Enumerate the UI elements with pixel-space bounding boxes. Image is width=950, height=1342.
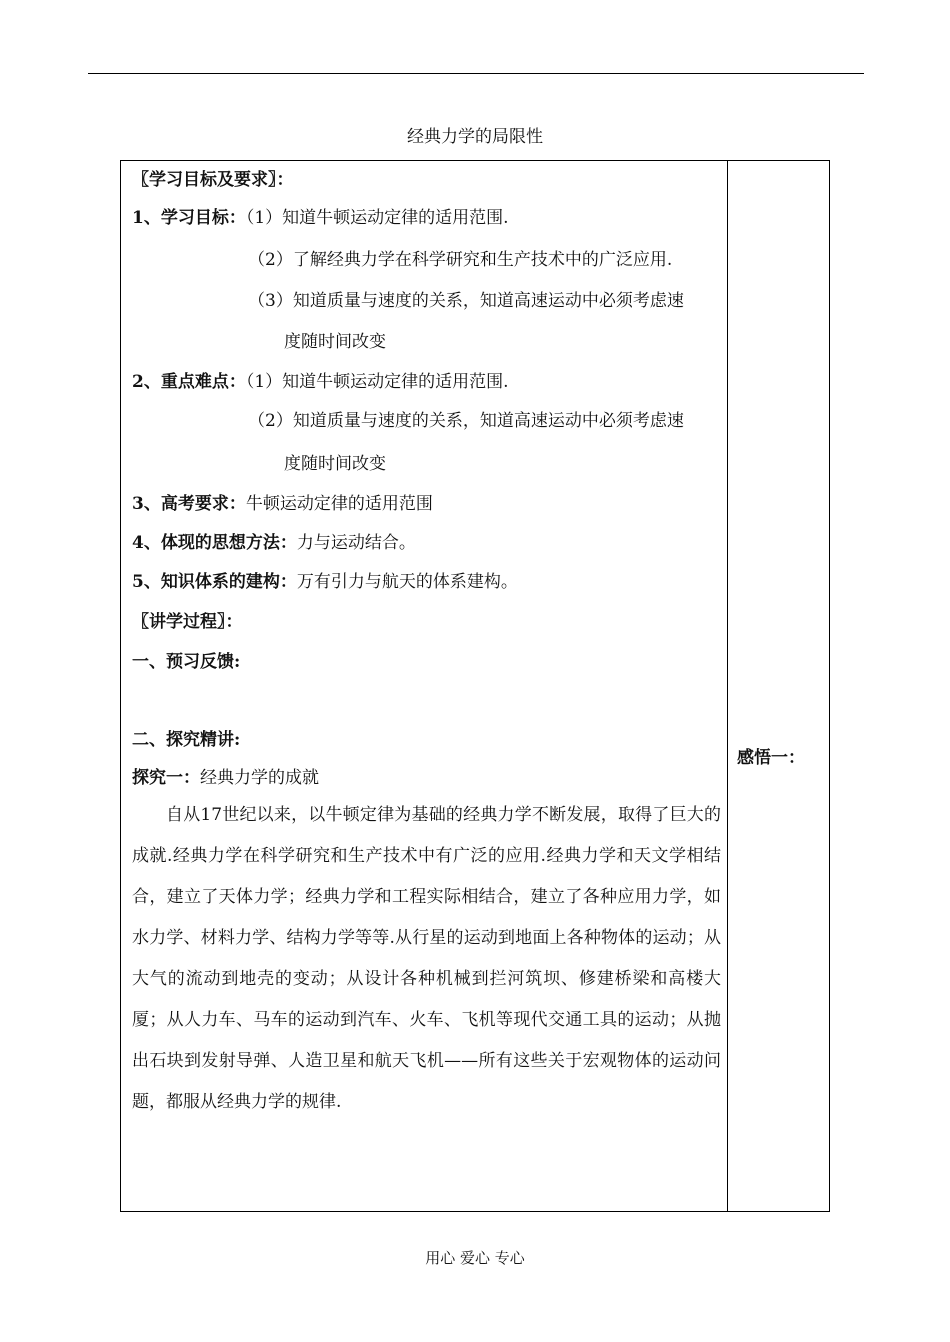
goal-item-4 — [132, 531, 416, 555]
page-title: 经典力学的局限性 — [407, 127, 543, 147]
header-rule — [88, 73, 864, 74]
reflection-label: 感悟一： — [737, 748, 805, 768]
lesson-table — [120, 160, 830, 1212]
goal-item-1-b: （2）了解经典力学在科学研究和生产技术中的广泛应用. — [248, 250, 673, 270]
explore-1-title: 经典力学的成就 — [200, 768, 319, 788]
goal-item-2-b2: 度随时间改变 — [284, 454, 386, 474]
explore-1 — [132, 766, 319, 790]
goal-item-3-label: 3、高考要求： — [132, 494, 246, 514]
goal-item-4-text: 力与运动结合。 — [296, 533, 416, 553]
goal-item-5-label: 5、知识体系的建构： — [132, 572, 297, 592]
page-footer: 用心 爱心 专心 — [425, 1249, 525, 1267]
section-preview-feedback: 一、预习反馈: — [132, 652, 241, 672]
goal-item-1-label: 1、学习目标： — [132, 208, 246, 228]
goal-item-2-label: 2、重点难点： — [132, 372, 246, 392]
goal-item-1-c: （3）知道质量与速度的关系，知道高速运动中必须考虑速 — [248, 291, 684, 311]
paragraph-text: 自从17世纪以来，以牛顿定律为基础的经典力学不断发展，取得了巨大的成就.经典力学在科学研究和生产技术中有广泛的应用.经典力学和天文学相结合，建立了天体力学；经典力学和工程实际相结合，建立了各种应用力学，如水力学、材料力学、结构力学等等.从行星的运动到地面上各种物体的运动；从大气的流动到地壳的变动；从设计各种机械到拦河筑坝、修建桥梁和高楼大厦；从人力车、马车的运动到汽车、火车、飞机等现代交通工具的运动；从抛出石块到发射导弹、人造卫星和航天飞机——所有这些关于宏观物体的运动问题，都服从经典力学的规律. — [132, 805, 721, 1112]
goal-item-1-c2: 度随时间改变 — [284, 332, 386, 352]
goal-item-1-a: （1）知道牛顿运动定律的适用范围. — [245, 208, 509, 228]
goal-item-5 — [132, 570, 518, 594]
column-divider — [727, 161, 728, 1211]
explore-1-paragraph — [132, 795, 721, 1123]
goal-item-2 — [132, 370, 509, 394]
section-explore: 二、探究精讲: — [132, 730, 241, 750]
goal-item-2-b: （2）知道质量与速度的关系，知道高速运动中必须考虑速 — [248, 411, 684, 431]
goal-item-2-a: （1）知道牛顿运动定律的适用范围. — [245, 372, 509, 392]
goal-item-5-text: 万有引力与航天的体系建构。 — [296, 572, 518, 592]
explore-1-label: 探究一： — [132, 768, 200, 788]
process-heading: 〖讲学过程〗： — [132, 612, 243, 632]
goal-item-1 — [132, 206, 509, 230]
goals-heading: 〖学习目标及要求〗： — [132, 170, 294, 190]
goal-item-4-label: 4、体现的思想方法： — [132, 533, 297, 553]
goal-item-3-text: 牛顿运动定律的适用范围 — [245, 494, 433, 514]
goal-item-3 — [132, 492, 433, 516]
